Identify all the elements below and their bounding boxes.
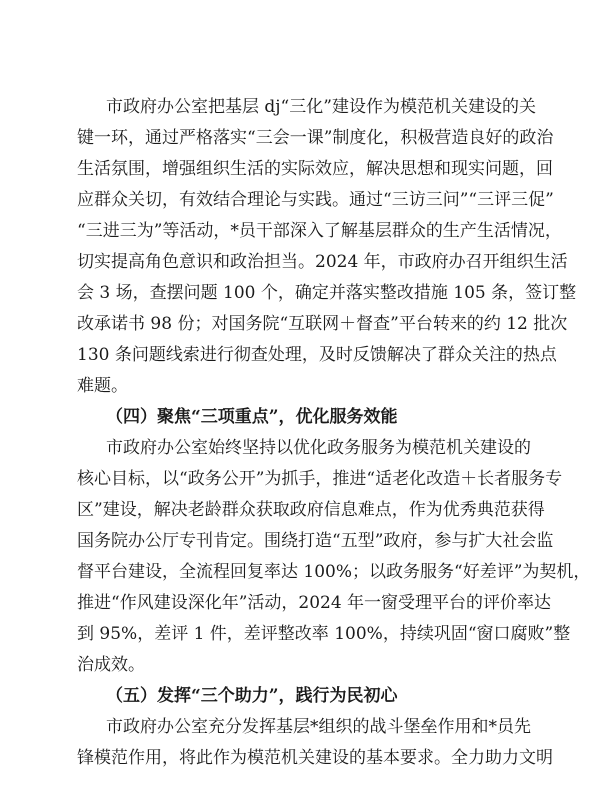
paragraph-1-line: 改承诺书 98 份；对国务院“互联网＋督查”平台转来的约 12 批次 (77, 314, 568, 334)
paragraph-3-line: 锋模范作用，将此作为模范机关建设的基本要求。全力助力文明 (77, 748, 553, 768)
paragraph-2-line: 区”建设，解决老龄群众获取政府信息难点，作为优秀典范获得 (77, 500, 545, 520)
paragraph-1-line: 键一环，通过严格落实“三会一课”制度化，积极营造良好的政治 (77, 128, 554, 148)
paragraph-2-line: 督平台建设，全流程回复率达 100%；以政务服务“好差评”为契机， (77, 562, 590, 582)
paragraph-2-line: 国务院办公厅专刊肯定。围绕打造“五型”政府，参与扩大社会监 (77, 531, 554, 551)
paragraph-1-line: 应群众关切，有效结合理论与实践。通过“三访三问”“三评三促” (77, 190, 554, 210)
paragraph-2-line: 推进“作风建设深化年”活动，2024 年一窗受理平台的评价率达 (77, 593, 552, 613)
section-heading-4: （四）聚焦“三项重点”，优化服务效能 (106, 407, 398, 427)
paragraph-2-line: 治成效。 (77, 655, 145, 675)
section-heading-5: （五）发挥“三个助力”，践行为民初心 (106, 686, 398, 706)
paragraph-1-line: 难题。 (77, 376, 128, 396)
paragraph-2-line: 到 95%，差评 1 件，差评整改率 100%，持续巩固“窗口腐败”整 (77, 624, 571, 644)
paragraph-2-line: 核心目标，以“政务公开”为抓手，推进“适老化改造＋长者服务专 (77, 469, 563, 489)
paragraph-1-line: 市政府办公室把基层 dj“三化”建设作为模范机关建设的关 (106, 97, 536, 117)
paragraph-1-line: 切实提高角色意识和政治担当。2024 年，市政府办召开组织生活 (77, 252, 568, 272)
paragraph-1-line: 会 3 场，查摆问题 100 个，确定并落实整改措施 105 条，签订整 (77, 283, 577, 303)
paragraph-2-line: 市政府办公室始终坚持以优化政务服务为模范机关建设的 (106, 438, 531, 458)
paragraph-3-line: 市政府办公室充分发挥基层*组织的战斗堡垒作用和*员先 (106, 717, 531, 737)
paragraph-1-line: 生活氛围，增强组织生活的实际效应，解决思想和现实问题，回 (77, 159, 553, 179)
paragraph-1-line: 130 条问题线索进行彻查处理，及时反馈解决了群众关注的热点 (77, 345, 557, 365)
paragraph-1-line: “三进三为”等活动，*员干部深入了解基层群众的生产生活情况， (77, 221, 562, 241)
